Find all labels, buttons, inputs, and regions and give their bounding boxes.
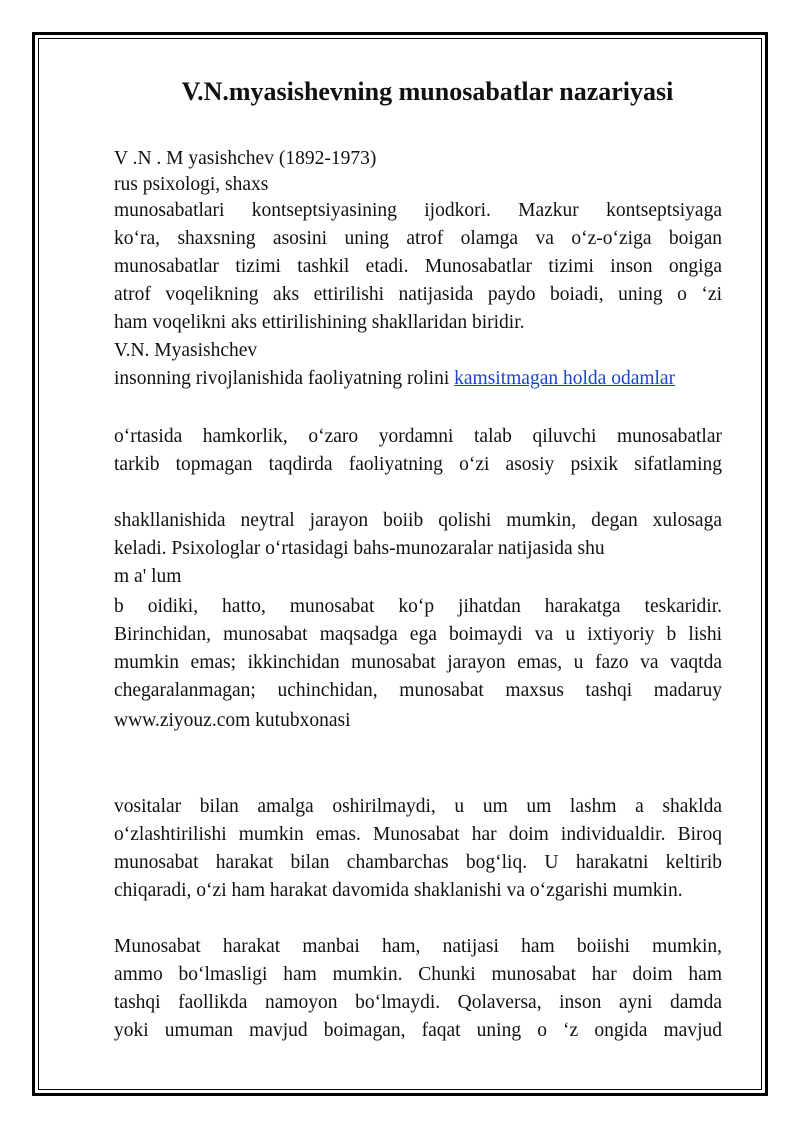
text-line: m a' lum: [114, 566, 182, 587]
text-line: chegaralanmagan; uchinchidan, munosabat maxsus tashqi madaruy: [114, 680, 722, 701]
text-line: b oidiki, hatto, munosabat ko‘p jihatdan harakatga teskaridir.: [114, 596, 722, 617]
text-line: V .N . M yasishchev (1892-1973): [114, 148, 377, 169]
text-line: o‘zlashtirilishi mumkin emas. Munosabat har doim individualdir. Biroq: [114, 824, 722, 845]
text-line: V.N. Myasishchev: [114, 340, 258, 361]
text-line: vositalar bilan amalga oshirilmaydi, u um um lashm a shaklda: [114, 796, 722, 817]
link-kamsitmagan[interactable]: kamsitmagan holda odamlar: [454, 368, 676, 389]
text-line: Birinchidan, munosabat maqsadga ega boimaydi va u ixtiyoriy b lishi: [114, 624, 722, 645]
text-line-with-link: [114, 366, 754, 392]
text-line: rus psixologi, shaxs: [114, 174, 269, 195]
text-line: atrof voqelikning aks ettirilishi natijasida paydo boiadi, uning o ‘zi: [114, 284, 722, 305]
text-line: mumkin emas; ikkinchidan munosabat jarayon emas, u fazo va vaqtda: [114, 652, 722, 673]
text-line: ko‘ra, shaxsning asosini uning atrof olamga va o‘z-o‘ziga boigan: [114, 228, 722, 249]
footer-source: www.ziyouz.com kutubxonasi: [114, 710, 351, 731]
text-line: tarkib topmagan taqdirda faoliyatning o‘zi asosiy psixik sifatlaming: [114, 454, 722, 475]
text-line: shakllanishida neytral jarayon boiib qolishi mumkin, degan xulosaga: [114, 510, 722, 531]
text-line: o‘rtasida hamkorlik, o‘zaro yordamni talab qiluvchi munosabatlar: [114, 426, 722, 447]
text-line: munosabat harakat bilan chambarchas bog‘liq. U harakatni keltirib: [114, 852, 722, 873]
text-line: tashqi faollikda namoyon bo‘lmaydi. Qolaversa, inson ayni damda: [114, 992, 722, 1013]
text-line: yoki umuman mavjud boimagan, faqat uning o ‘z ongida mavjud: [114, 1020, 722, 1041]
text-line: keladi. Psixologlar o‘rtasidagi bahs-munozaralar natijasida shu: [114, 538, 605, 559]
text-line: Munosabat harakat manbai ham, natijasi ham boiishi mumkin,: [114, 936, 722, 957]
text-line: munosabatlar tizimi tashkil etadi. Munosabatlar tizimi inson ongiga: [114, 256, 722, 277]
text-line: chiqaradi, o‘zi ham harakat davomida shaklanishi va o‘zgarishi mumkin.: [114, 880, 683, 901]
document-title: V.N.myasishevning munosabatlar nazariyasi: [181, 77, 674, 106]
text-fragment: insonning rivojlanishida faoliyatning rolini: [114, 368, 455, 389]
text-line: ham voqelikni aks ettirilishining shakllaridan biridir.: [114, 312, 525, 333]
text-line: ammo bo‘lmasligi ham mumkin. Chunki munosabat har doim ham: [114, 964, 722, 985]
text-line: munosabatlari kontseptsiyasining ijodkori. Mazkur kontseptsiyaga: [114, 200, 722, 221]
